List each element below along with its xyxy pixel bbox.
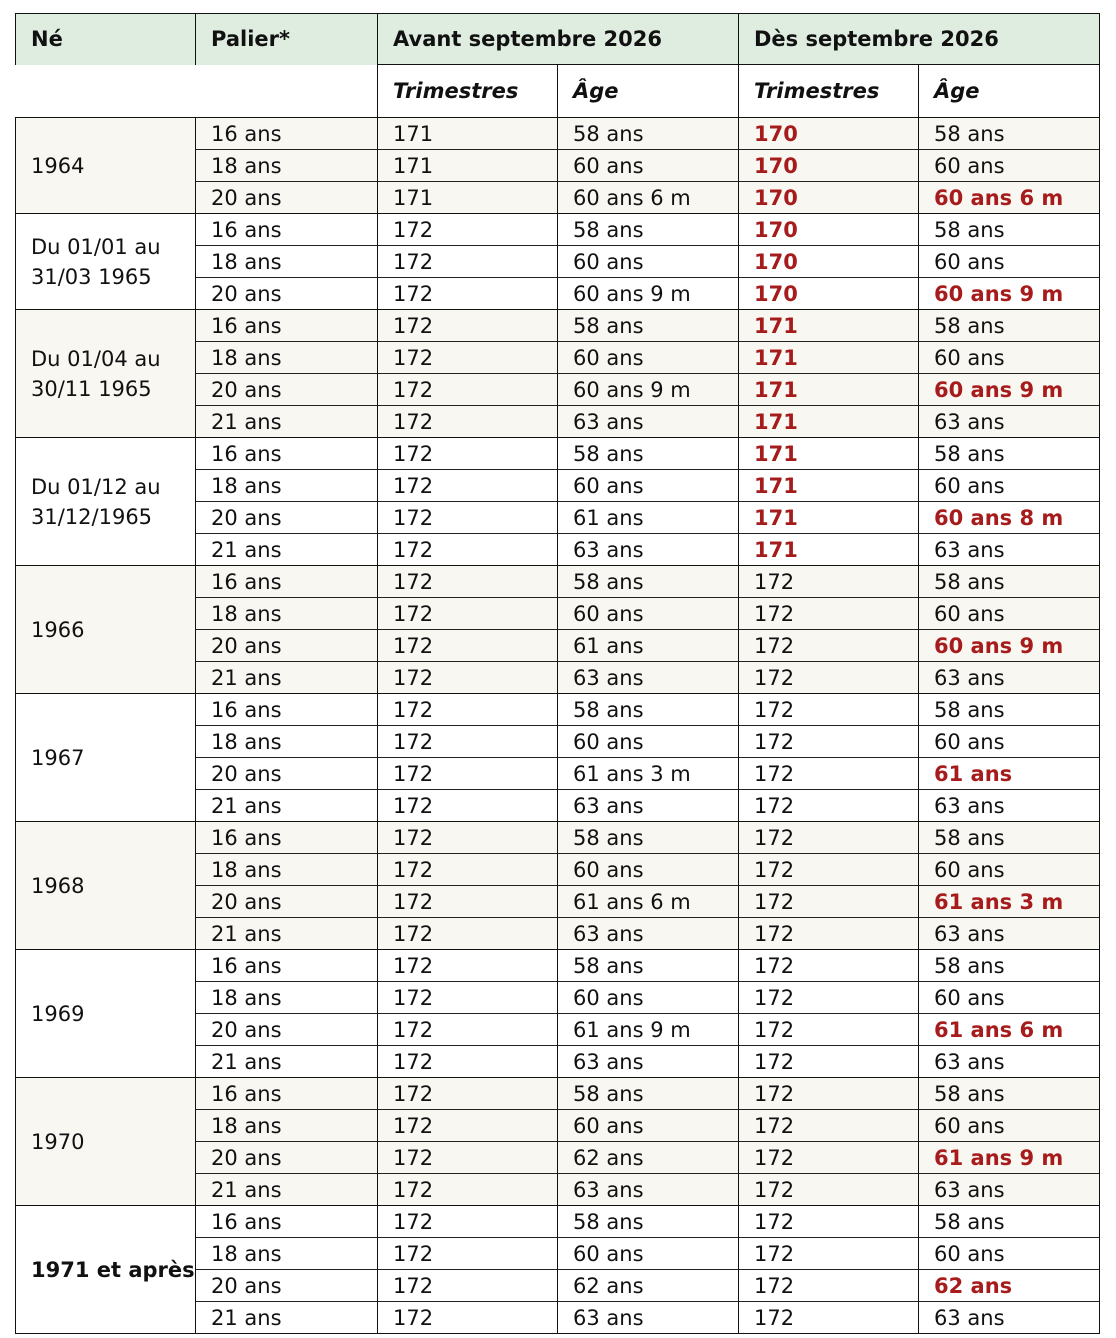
- palier-cell: 21 ans: [196, 1174, 378, 1206]
- des-age-cell: 58 ans: [919, 118, 1100, 150]
- avant-trimestres-cell: 172: [378, 438, 558, 470]
- des-age-cell: 60 ans: [919, 246, 1100, 278]
- avant-trimestres-cell: 171: [378, 118, 558, 150]
- avant-age-cell: 63 ans: [558, 918, 739, 950]
- des-age-cell: 61 ans 9 m: [919, 1142, 1100, 1174]
- header-palier: Palier*: [196, 14, 378, 65]
- avant-trimestres-cell: 172: [378, 310, 558, 342]
- avant-trimestres-cell: 172: [378, 758, 558, 790]
- des-age-cell: 58 ans: [919, 438, 1100, 470]
- avant-trimestres-cell: 171: [378, 150, 558, 182]
- palier-cell: 18 ans: [196, 982, 378, 1014]
- des-trimestres-cell: 171: [739, 342, 919, 374]
- des-age-cell: 61 ans 6 m: [919, 1014, 1100, 1046]
- avant-trimestres-cell: 172: [378, 662, 558, 694]
- birth-period-cell: 1968: [16, 822, 196, 950]
- avant-age-cell: 58 ans: [558, 214, 739, 246]
- table-row: [16, 438, 1100, 470]
- avant-age-cell: 61 ans 6 m: [558, 886, 739, 918]
- subheader-avant-trimestres: Trimestres: [378, 65, 558, 118]
- des-age-cell: 60 ans: [919, 470, 1100, 502]
- avant-age-cell: 58 ans: [558, 566, 739, 598]
- avant-trimestres-cell: 172: [378, 854, 558, 886]
- des-trimestres-cell: 171: [739, 406, 919, 438]
- subheader-blank: [16, 65, 196, 118]
- des-age-cell: 60 ans: [919, 342, 1100, 374]
- avant-trimestres-cell: 172: [378, 278, 558, 310]
- des-age-cell: 63 ans: [919, 534, 1100, 566]
- avant-age-cell: 61 ans: [558, 502, 739, 534]
- palier-cell: 20 ans: [196, 502, 378, 534]
- avant-trimestres-cell: 172: [378, 1142, 558, 1174]
- header-des: Dès septembre 2026: [739, 14, 1100, 65]
- des-age-cell: 63 ans: [919, 406, 1100, 438]
- avant-age-cell: 63 ans: [558, 534, 739, 566]
- des-trimestres-cell: 172: [739, 598, 919, 630]
- avant-trimestres-cell: 172: [378, 630, 558, 662]
- avant-trimestres-cell: 172: [378, 918, 558, 950]
- table-row: [16, 950, 1100, 982]
- des-trimestres-cell: 170: [739, 278, 919, 310]
- avant-age-cell: 61 ans 3 m: [558, 758, 739, 790]
- birth-period-cell: 1966: [16, 566, 196, 694]
- des-age-cell: 62 ans: [919, 1270, 1100, 1302]
- avant-trimestres-cell: 172: [378, 214, 558, 246]
- avant-trimestres-cell: 172: [378, 566, 558, 598]
- avant-age-cell: 60 ans 6 m: [558, 182, 739, 214]
- des-age-cell: 61 ans 3 m: [919, 886, 1100, 918]
- table-row: [16, 1078, 1100, 1110]
- des-trimestres-cell: 170: [739, 118, 919, 150]
- avant-age-cell: 60 ans: [558, 854, 739, 886]
- des-age-cell: 58 ans: [919, 566, 1100, 598]
- subheader-des-trimestres: Trimestres: [739, 65, 919, 118]
- palier-cell: 20 ans: [196, 374, 378, 406]
- des-trimestres-cell: 172: [739, 982, 919, 1014]
- avant-age-cell: 58 ans: [558, 1206, 739, 1238]
- des-age-cell: 60 ans 9 m: [919, 630, 1100, 662]
- des-trimestres-cell: 172: [739, 566, 919, 598]
- avant-age-cell: 60 ans 9 m: [558, 278, 739, 310]
- avant-age-cell: 63 ans: [558, 1302, 739, 1334]
- avant-trimestres-cell: 172: [378, 246, 558, 278]
- palier-cell: 16 ans: [196, 950, 378, 982]
- table-row: [16, 310, 1100, 342]
- des-age-cell: 60 ans: [919, 598, 1100, 630]
- des-age-cell: 63 ans: [919, 790, 1100, 822]
- des-age-cell: 60 ans: [919, 982, 1100, 1014]
- birth-period-cell: 1964: [16, 118, 196, 214]
- des-trimestres-cell: 172: [739, 950, 919, 982]
- palier-cell: 21 ans: [196, 918, 378, 950]
- birth-period-cell: 1970: [16, 1078, 196, 1206]
- des-age-cell: 58 ans: [919, 214, 1100, 246]
- avant-trimestres-cell: 172: [378, 950, 558, 982]
- avant-trimestres-cell: 172: [378, 502, 558, 534]
- avant-trimestres-cell: 172: [378, 1014, 558, 1046]
- des-age-cell: 63 ans: [919, 1046, 1100, 1078]
- avant-age-cell: 61 ans: [558, 630, 739, 662]
- palier-cell: 18 ans: [196, 598, 378, 630]
- des-trimestres-cell: 171: [739, 534, 919, 566]
- table-row: [16, 822, 1100, 854]
- des-trimestres-cell: 172: [739, 1302, 919, 1334]
- avant-trimestres-cell: 172: [378, 886, 558, 918]
- avant-age-cell: 60 ans: [558, 150, 739, 182]
- avant-trimestres-cell: 172: [378, 1174, 558, 1206]
- des-trimestres-cell: 171: [739, 374, 919, 406]
- avant-age-cell: 58 ans: [558, 694, 739, 726]
- des-trimestres-cell: 172: [739, 1174, 919, 1206]
- des-age-cell: 60 ans: [919, 1238, 1100, 1270]
- des-trimestres-cell: 172: [739, 886, 919, 918]
- avant-age-cell: 63 ans: [558, 662, 739, 694]
- avant-age-cell: 60 ans: [558, 1110, 739, 1142]
- palier-cell: 16 ans: [196, 1206, 378, 1238]
- palier-cell: 21 ans: [196, 1302, 378, 1334]
- avant-age-cell: 62 ans: [558, 1270, 739, 1302]
- palier-cell: 18 ans: [196, 1110, 378, 1142]
- avant-age-cell: 58 ans: [558, 438, 739, 470]
- palier-cell: 16 ans: [196, 310, 378, 342]
- palier-cell: 21 ans: [196, 1046, 378, 1078]
- palier-cell: 16 ans: [196, 1078, 378, 1110]
- birth-period-cell: 1969: [16, 950, 196, 1078]
- palier-cell: 20 ans: [196, 1142, 378, 1174]
- palier-cell: 20 ans: [196, 278, 378, 310]
- avant-trimestres-cell: 172: [378, 822, 558, 854]
- des-age-cell: 63 ans: [919, 918, 1100, 950]
- avant-age-cell: 60 ans 9 m: [558, 374, 739, 406]
- avant-trimestres-cell: 172: [378, 694, 558, 726]
- table-row: [16, 1206, 1100, 1238]
- birth-period-cell: Du 01/01 au 31/03 1965: [16, 214, 196, 310]
- palier-cell: 18 ans: [196, 150, 378, 182]
- palier-cell: 21 ans: [196, 406, 378, 438]
- avant-trimestres-cell: 172: [378, 1270, 558, 1302]
- table-row: [16, 118, 1100, 150]
- des-trimestres-cell: 172: [739, 822, 919, 854]
- palier-cell: 21 ans: [196, 534, 378, 566]
- des-trimestres-cell: 171: [739, 502, 919, 534]
- birth-period-cell: Du 01/12 au 31/12/1965: [16, 438, 196, 566]
- des-trimestres-cell: 172: [739, 1078, 919, 1110]
- avant-trimestres-cell: 172: [378, 342, 558, 374]
- palier-cell: 21 ans: [196, 790, 378, 822]
- avant-trimestres-cell: 172: [378, 1046, 558, 1078]
- avant-age-cell: 63 ans: [558, 406, 739, 438]
- avant-age-cell: 63 ans: [558, 1174, 739, 1206]
- des-trimestres-cell: 172: [739, 1270, 919, 1302]
- des-trimestres-cell: 172: [739, 1046, 919, 1078]
- palier-cell: 16 ans: [196, 822, 378, 854]
- des-age-cell: 61 ans: [919, 758, 1100, 790]
- avant-age-cell: 61 ans 9 m: [558, 1014, 739, 1046]
- des-trimestres-cell: 172: [739, 1014, 919, 1046]
- palier-cell: 20 ans: [196, 758, 378, 790]
- des-age-cell: 58 ans: [919, 694, 1100, 726]
- avant-age-cell: 58 ans: [558, 310, 739, 342]
- des-trimestres-cell: 172: [739, 630, 919, 662]
- palier-cell: 18 ans: [196, 246, 378, 278]
- avant-age-cell: 60 ans: [558, 598, 739, 630]
- palier-cell: 18 ans: [196, 726, 378, 758]
- des-age-cell: 58 ans: [919, 1206, 1100, 1238]
- header-ne: Né: [16, 14, 196, 65]
- des-trimestres-cell: 172: [739, 1142, 919, 1174]
- avant-trimestres-cell: 172: [378, 534, 558, 566]
- des-trimestres-cell: 170: [739, 214, 919, 246]
- des-trimestres-cell: 171: [739, 470, 919, 502]
- des-age-cell: 60 ans: [919, 726, 1100, 758]
- avant-age-cell: 63 ans: [558, 1046, 739, 1078]
- avant-age-cell: 60 ans: [558, 470, 739, 502]
- des-age-cell: 63 ans: [919, 1174, 1100, 1206]
- palier-cell: 16 ans: [196, 118, 378, 150]
- avant-trimestres-cell: 172: [378, 1238, 558, 1270]
- des-trimestres-cell: 172: [739, 1238, 919, 1270]
- palier-cell: 20 ans: [196, 182, 378, 214]
- des-trimestres-cell: 172: [739, 726, 919, 758]
- avant-trimestres-cell: 172: [378, 1110, 558, 1142]
- avant-trimestres-cell: 172: [378, 406, 558, 438]
- des-trimestres-cell: 170: [739, 246, 919, 278]
- subheader-blank: [196, 65, 378, 118]
- des-trimestres-cell: 172: [739, 790, 919, 822]
- table-row: [16, 214, 1100, 246]
- palier-cell: 21 ans: [196, 662, 378, 694]
- des-age-cell: 60 ans: [919, 150, 1100, 182]
- des-trimestres-cell: 172: [739, 1206, 919, 1238]
- avant-age-cell: 60 ans: [558, 1238, 739, 1270]
- palier-cell: 20 ans: [196, 1014, 378, 1046]
- des-trimestres-cell: 171: [739, 310, 919, 342]
- des-trimestres-cell: 172: [739, 662, 919, 694]
- avant-trimestres-cell: 172: [378, 726, 558, 758]
- avant-age-cell: 60 ans: [558, 726, 739, 758]
- avant-age-cell: 62 ans: [558, 1142, 739, 1174]
- birth-period-cell: 1967: [16, 694, 196, 822]
- des-age-cell: 60 ans 6 m: [919, 182, 1100, 214]
- des-trimestres-cell: 172: [739, 854, 919, 886]
- des-trimestres-cell: 170: [739, 150, 919, 182]
- header-row: [16, 14, 1100, 65]
- des-trimestres-cell: 172: [739, 1110, 919, 1142]
- palier-cell: 16 ans: [196, 214, 378, 246]
- table-row: [16, 566, 1100, 598]
- avant-trimestres-cell: 172: [378, 1078, 558, 1110]
- birth-period-cell: Du 01/04 au 30/11 1965: [16, 310, 196, 438]
- table-body: [16, 118, 1100, 1334]
- des-age-cell: 60 ans 9 m: [919, 374, 1100, 406]
- des-age-cell: 58 ans: [919, 1078, 1100, 1110]
- avant-trimestres-cell: 172: [378, 374, 558, 406]
- avant-age-cell: 58 ans: [558, 1078, 739, 1110]
- avant-age-cell: 58 ans: [558, 950, 739, 982]
- des-age-cell: 58 ans: [919, 950, 1100, 982]
- des-trimestres-cell: 170: [739, 182, 919, 214]
- avant-trimestres-cell: 171: [378, 182, 558, 214]
- subheader-des-age: Âge: [919, 65, 1100, 118]
- birth-period-cell: 1971 et après: [16, 1206, 196, 1334]
- subheader-row: [16, 65, 1100, 118]
- des-trimestres-cell: 171: [739, 438, 919, 470]
- des-age-cell: 58 ans: [919, 822, 1100, 854]
- header-avant: Avant septembre 2026: [378, 14, 739, 65]
- avant-trimestres-cell: 172: [378, 790, 558, 822]
- palier-cell: 20 ans: [196, 630, 378, 662]
- des-age-cell: 63 ans: [919, 1302, 1100, 1334]
- retirement-table: [15, 13, 1100, 1334]
- avant-age-cell: 58 ans: [558, 118, 739, 150]
- subheader-avant-age: Âge: [558, 65, 739, 118]
- avant-age-cell: 60 ans: [558, 342, 739, 374]
- avant-age-cell: 58 ans: [558, 822, 739, 854]
- des-age-cell: 60 ans 9 m: [919, 278, 1100, 310]
- palier-cell: 16 ans: [196, 694, 378, 726]
- palier-cell: 18 ans: [196, 1238, 378, 1270]
- avant-age-cell: 63 ans: [558, 790, 739, 822]
- palier-cell: 20 ans: [196, 886, 378, 918]
- palier-cell: 18 ans: [196, 854, 378, 886]
- table-row: [16, 694, 1100, 726]
- des-age-cell: 60 ans 8 m: [919, 502, 1100, 534]
- des-age-cell: 63 ans: [919, 662, 1100, 694]
- des-trimestres-cell: 172: [739, 918, 919, 950]
- palier-cell: 18 ans: [196, 470, 378, 502]
- avant-trimestres-cell: 172: [378, 470, 558, 502]
- avant-trimestres-cell: 172: [378, 1302, 558, 1334]
- palier-cell: 20 ans: [196, 1270, 378, 1302]
- des-trimestres-cell: 172: [739, 694, 919, 726]
- des-age-cell: 60 ans: [919, 854, 1100, 886]
- avant-age-cell: 60 ans: [558, 982, 739, 1014]
- des-age-cell: 60 ans: [919, 1110, 1100, 1142]
- avant-trimestres-cell: 172: [378, 598, 558, 630]
- des-age-cell: 58 ans: [919, 310, 1100, 342]
- avant-trimestres-cell: 172: [378, 982, 558, 1014]
- palier-cell: 18 ans: [196, 342, 378, 374]
- avant-trimestres-cell: 172: [378, 1206, 558, 1238]
- palier-cell: 16 ans: [196, 438, 378, 470]
- palier-cell: 16 ans: [196, 566, 378, 598]
- avant-age-cell: 60 ans: [558, 246, 739, 278]
- des-trimestres-cell: 172: [739, 758, 919, 790]
